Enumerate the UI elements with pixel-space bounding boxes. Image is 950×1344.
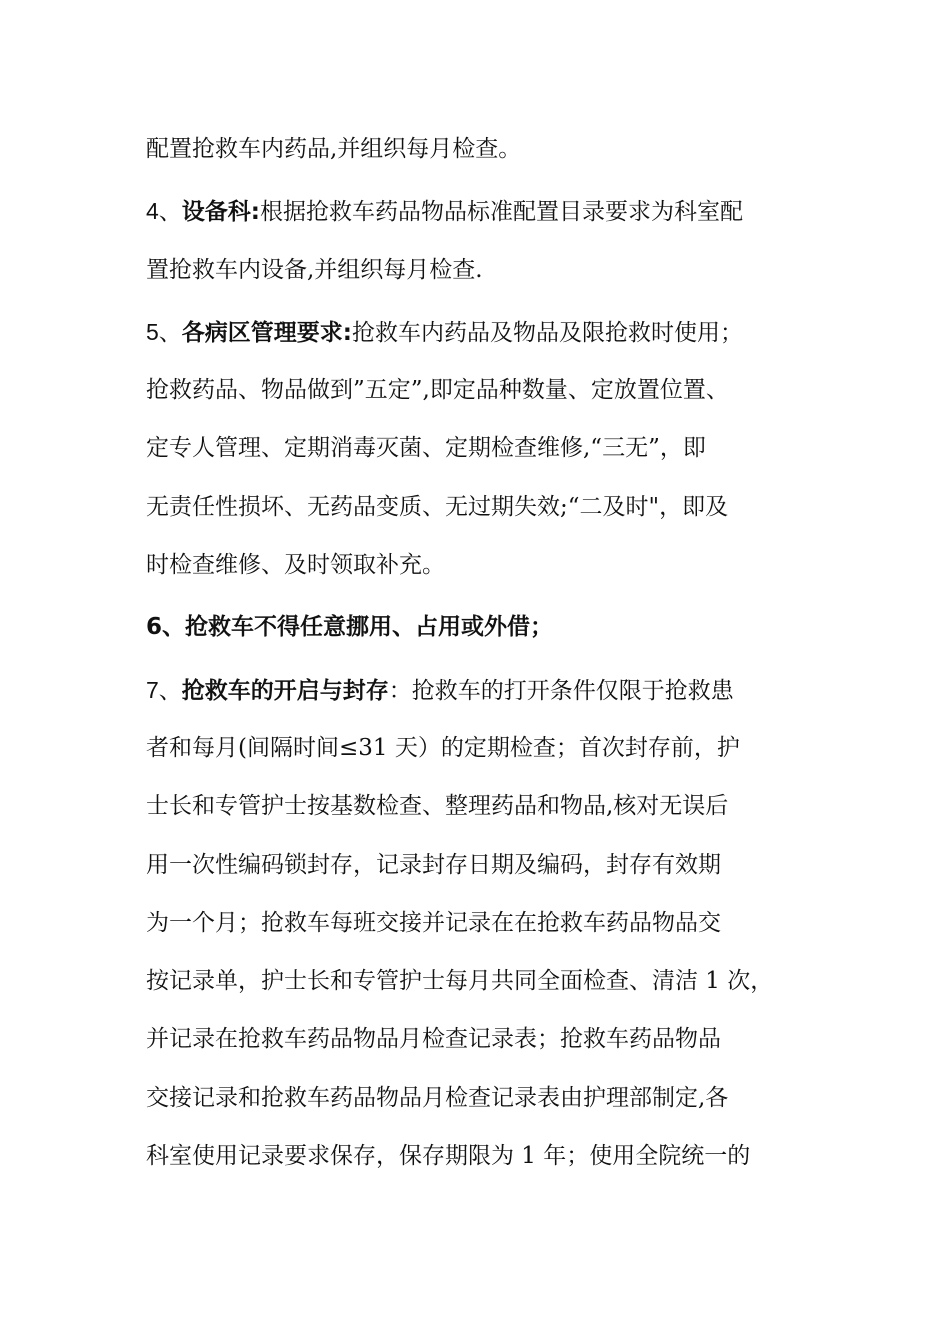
- paragraph-line: [146, 785, 826, 843]
- paragraph-line: [146, 1135, 826, 1193]
- section-7-heading-line: [146, 669, 826, 727]
- paragraph-line: [146, 844, 826, 902]
- line-text: 根据抢救车药品物品标准配置目录要求为科室配: [260, 199, 743, 226]
- line-text: 科室使用记录要求保存，保存期限为 1 年；使用全院统一的: [146, 1143, 751, 1170]
- line-text: 士长和专管护士按基数检查、整理药品和物品,核对无误后: [146, 793, 729, 820]
- line-text: 交接记录和抢救车药品物品月检查记录表由护理部制定,各: [146, 1084, 729, 1111]
- line-text: 者和每月(间隔时间≤31 天）的定期检查；首次封存前，护: [146, 734, 740, 761]
- section-5-heading-line: [146, 311, 826, 369]
- line-text: 时检查维修、及时领取补充。: [146, 552, 445, 579]
- section-title: 6、抢救车不得任意挪用、占用或外借；: [146, 614, 554, 641]
- line-text: 抢救药品、物品做到”五定”,即定品种数量、定放置位置、: [146, 377, 729, 404]
- section-6-heading-line: [146, 606, 826, 664]
- paragraph-line: [146, 902, 826, 960]
- line-text: ：抢救车的打开条件仅限于抢救患: [388, 677, 734, 704]
- paragraph-line: [146, 369, 826, 427]
- line-text: 无责任性损坏、无药品变质、无过期失效;“二及时"，即及: [146, 493, 729, 520]
- paragraph-line: [146, 249, 826, 307]
- line-text: 置抢救车内设备,并组织每月检查.: [146, 256, 483, 283]
- line-text: 为一个月；抢救车每班交接并记录在在抢救车药品物品交: [146, 909, 721, 936]
- paragraph-line: [146, 128, 826, 186]
- document-body: [146, 128, 826, 1193]
- section-title: 各病区管理要求:: [181, 319, 352, 346]
- paragraph-line: [146, 427, 826, 485]
- line-text: 定专人管理、定期消毒灭菌、定期检查维修,“三无”，即: [146, 435, 706, 462]
- section-number: 7、: [146, 676, 182, 703]
- paragraph-line: [146, 1018, 826, 1076]
- line-text: 并记录在抢救车药品物品月检查记录表；抢救车药品物品: [146, 1026, 721, 1053]
- line-text: 配置抢救车内药品,并组织每月检查。: [146, 136, 522, 162]
- line-text: 抢救车内药品及物品及限抢救时使用；: [352, 319, 743, 346]
- section-title: 设备科:: [181, 199, 260, 226]
- paragraph-line: [146, 486, 826, 544]
- paragraph-line: [146, 727, 826, 785]
- line-text: 用一次性编码锁封存，记录封存日期及编码，封存有效期: [146, 851, 721, 878]
- line-text: 按记录单，护士长和专管护士每月共同全面检查、清洁 1 次，: [146, 968, 774, 995]
- section-number: 5、: [146, 318, 182, 345]
- section-title: 抢救车的开启与封存: [181, 677, 389, 704]
- section-number: 4、: [146, 198, 182, 225]
- paragraph-line: [146, 960, 826, 1018]
- paragraph-line: [146, 1077, 826, 1135]
- section-4-heading-line: [146, 190, 826, 248]
- paragraph-line: [146, 544, 826, 602]
